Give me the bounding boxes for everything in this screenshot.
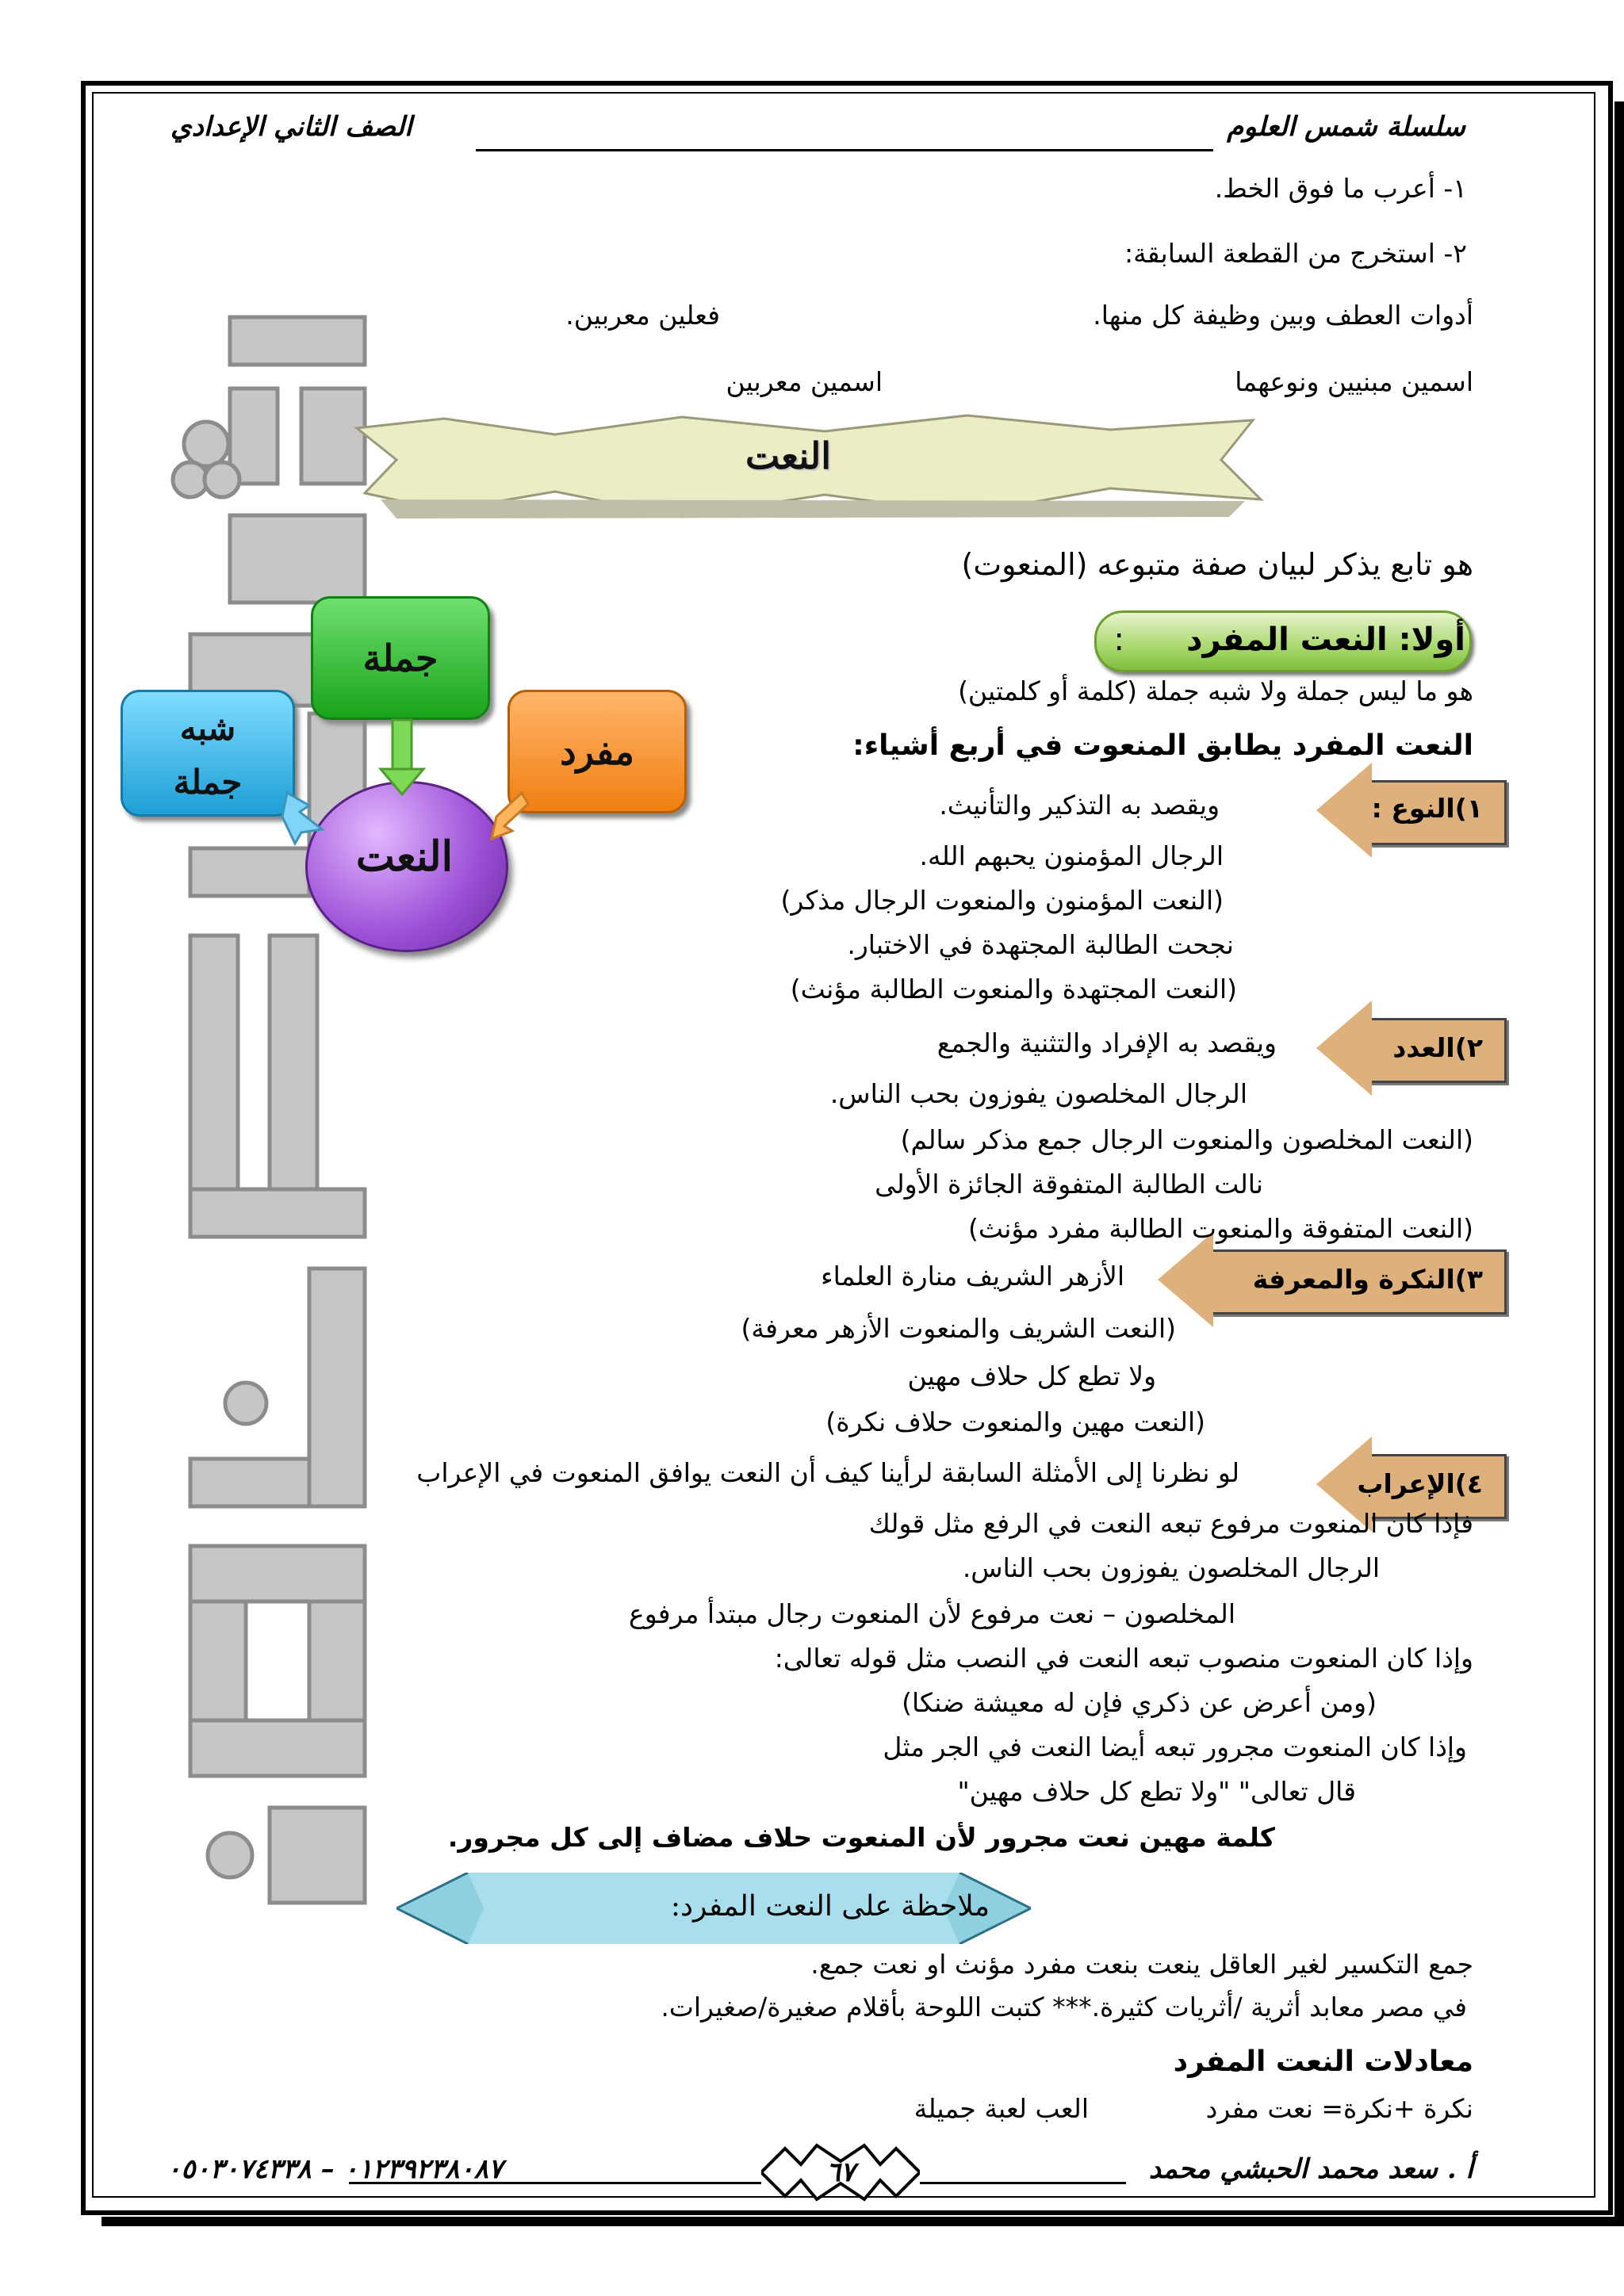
arrow-2-head-icon <box>1316 1001 1372 1096</box>
watermark-shapes-icon <box>159 301 396 1927</box>
diagram-shibh-2: جملة <box>173 763 243 802</box>
section-definition: هو ما ليس جملة ولا شبه جملة (كلمة أو كلمتين) <box>958 675 1473 706</box>
example-19: كلمة مهين نعت مجرور لأن المنعوت حلاف مضاف إلى كل مجرور. <box>447 1822 1275 1853</box>
definition: هو تابع يذكر لبيان صفة متبوعه (المنعوت) <box>961 547 1473 582</box>
example-4: (النعت المجتهدة والمنعوت الطالبة مؤنث) <box>790 974 1237 1004</box>
example-16: (ومن أعرض عن ذكري فإن له معيشة ضنكا) <box>902 1687 1377 1718</box>
banner-title: النعت <box>745 434 832 477</box>
point-2-label: ٢)العدد <box>1392 1032 1483 1063</box>
point-4-label: ٤)الإعراب <box>1357 1468 1483 1499</box>
equation-1-example: العب لعبة جميلة <box>914 2093 1089 2124</box>
example-8: (النعت المتفوقة والمنعوت الطالبة مفرد مؤنث) <box>967 1213 1473 1244</box>
example-2: (النعت المؤمنون والمنعوت الرجال مذكر) <box>780 885 1224 916</box>
example-12: فإذا كان المنعوت مرفوع تبعه النعت في الرفع مثل قولك <box>868 1508 1473 1539</box>
section-title: أولا: النعت المفرد <box>1186 622 1465 658</box>
point-3-desc: الأزهر الشريف منارة العلماء <box>821 1261 1124 1292</box>
point-1-label: ١)النوع : <box>1371 793 1483 824</box>
example-3: نجحت الطالبة المجتهدة في الاختبار. <box>847 929 1234 960</box>
example-15: وإذا كان المنعوت منصوب تبعه النعت في النصب مثل قوله تعالى: <box>774 1643 1473 1674</box>
note-title: ملاحظة على النعت المفرد: <box>670 1890 990 1923</box>
section-colon: : <box>1113 622 1124 658</box>
point-1-desc: ويقصد به التذكير والتأنيث. <box>939 790 1220 821</box>
equation-1: نكرة +نكرة= نعت مفرد <box>1205 2093 1473 2124</box>
note-line-1: جمع التكسير لغير العاقل ينعت بنعت مفرد مؤنث او نعت جمع. <box>810 1949 1473 1980</box>
agreement-heading: النعت المفرد يطابق المنعوت في أربع أشياء: <box>852 729 1473 762</box>
example-9: (النعت الشريف والمنعوت الأزهر معرفة) <box>741 1313 1176 1344</box>
question-2b: اسمين مبنيين ونوعهما <box>1235 366 1473 397</box>
diagram-shibh-1: شبه <box>179 709 236 748</box>
question-2: ٢- استخرج من القطعة السابقة: <box>1124 238 1467 269</box>
point-3-label: ٣)النكرة والمعرفة <box>1252 1264 1483 1295</box>
diagram-mufrad: مفرد <box>508 690 687 813</box>
diagram-jumla: جملة <box>311 596 490 720</box>
equations-title: معادلات النعت المفرد <box>1173 2045 1473 2078</box>
point-4-desc: لو نظرنا إلى الأمثلة السابقة لرأينا كيف أن النعت يوافق المنعوت في الإعراب <box>416 1457 1239 1488</box>
header-divider <box>476 149 1213 151</box>
example-13: الرجال المخلصون يفوزون بحب الناس. <box>962 1552 1380 1583</box>
footer-author: أ . سعد محمد الحبشي محمد <box>1148 2153 1473 2185</box>
question-2a-left: فعلين معربين. <box>565 300 720 331</box>
question-2a: أدوات العطف وبين وظيفة كل منها. <box>1093 300 1473 331</box>
header-grade: الصف الثاني الإعدادي <box>170 111 412 143</box>
footer-divider-right <box>920 2182 1126 2184</box>
question-2b-left: اسمين معربين <box>726 366 883 397</box>
diagram-center-label: النعت <box>355 832 454 881</box>
example-11: (النعت مهين والمنعوت حلاف نكرة) <box>825 1406 1205 1437</box>
diagram-arrows-icon <box>119 698 722 856</box>
footer-phones: ٠١٢٣٩٢٣٨٠٨٧ – ٠٥٠٣٠٧٤٣٣٨ <box>167 2153 504 2185</box>
example-10: ولا تطع كل حلاف مهين <box>907 1360 1156 1391</box>
example-7: نالت الطالبة المتفوقة الجائزة الأولى <box>875 1169 1263 1200</box>
watermark-logo <box>159 301 396 1927</box>
example-5: الرجال المخلصون يفوزون بحب الناس. <box>829 1078 1247 1109</box>
arrow-1-head-icon <box>1316 763 1372 858</box>
example-17: وإذا كان المنعوت مجرور تبعه أيضا النعت في الجر مثل <box>883 1732 1467 1762</box>
header-series: سلسلة شمس العلوم <box>1227 111 1465 143</box>
example-14: المخلصون – نعت مرفوع لأن المنعوت رجال مبتدأ مرفوع <box>629 1598 1235 1629</box>
footer-page: ٦٧ <box>825 2156 856 2188</box>
example-18: قال تعالى" "ولا تطع كل حلاف مهين" <box>957 1776 1356 1807</box>
question-1: ١- أعرب ما فوق الخط. <box>1214 173 1467 204</box>
note-line-2: في مصر معابد أثرية /أثريات كثيرة.*** كتبت اللوحة بأقلام صغيرة/صغيرات. <box>661 1992 1467 2022</box>
example-1: الرجال المؤمنون يحبهم الله. <box>919 840 1224 871</box>
point-2-desc: ويقصد به الإفراد والتثنية والجمع <box>936 1027 1277 1058</box>
example-6: (النعت المخلصون والمنعوت الرجال جمع مذكر سالم) <box>900 1124 1473 1155</box>
